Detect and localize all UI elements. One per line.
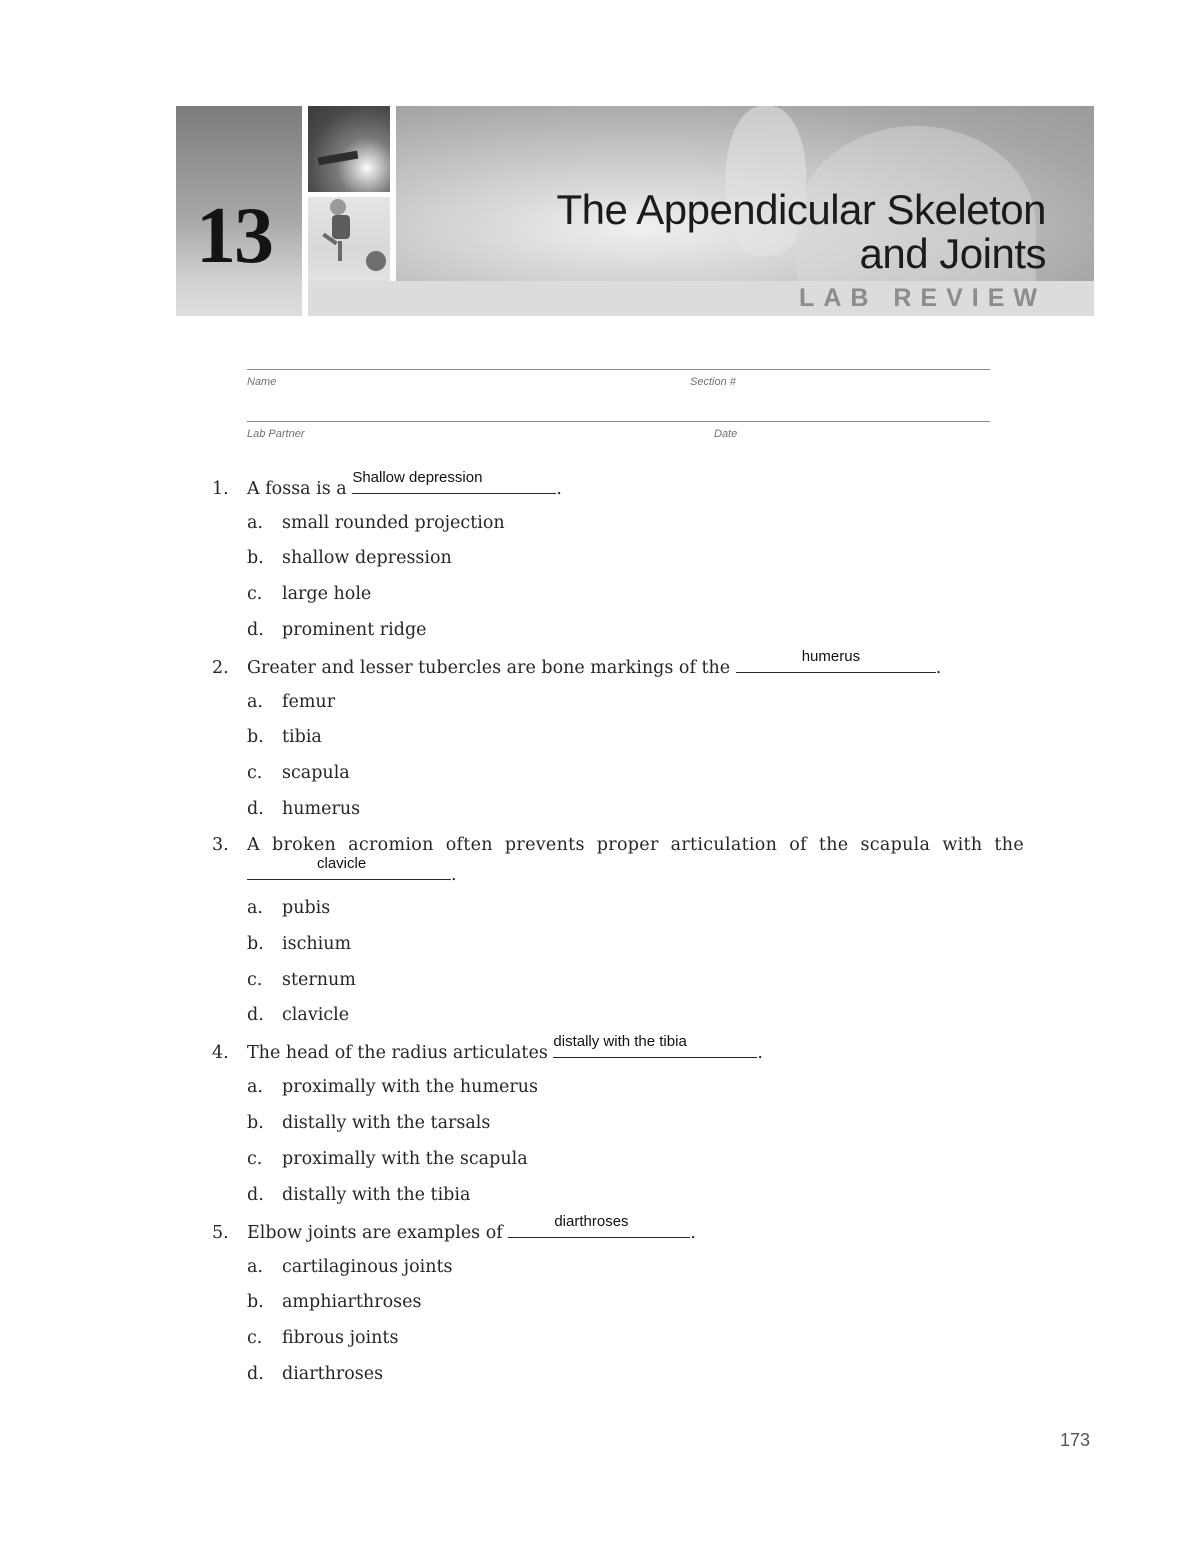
option-letter: d. [247, 799, 264, 819]
question-text: A fossa is a [247, 479, 347, 499]
option-5d [247, 1363, 383, 1385]
option-5a [247, 1256, 453, 1278]
option-letter: b. [247, 548, 264, 568]
option-letter: c. [247, 763, 263, 783]
answer-text: distally with the tibia [553, 1033, 687, 1050]
answer-blank[interactable] [247, 855, 451, 880]
option-4b [247, 1112, 490, 1134]
question-text: The head of the radius articulates [247, 1043, 548, 1063]
question-text: Greater and lesser tubercles are bone markings of the [247, 658, 731, 678]
date-label: Date [714, 428, 738, 440]
question-number: 4. [212, 1043, 229, 1063]
option-2a [247, 691, 335, 713]
answer-blank[interactable] [352, 469, 556, 494]
soccer-ball-icon [366, 251, 386, 271]
option-4d [247, 1184, 470, 1206]
option-2b [247, 726, 322, 748]
option-text: pubis [282, 898, 331, 918]
option-text: ischium [282, 934, 352, 954]
photo-detail [332, 215, 350, 239]
chapter-title [556, 188, 1046, 276]
answer-text: Shallow depression [352, 469, 483, 486]
question-text: Elbow joints are examples of [247, 1223, 503, 1243]
option-letter: c. [247, 1328, 263, 1348]
question-3 [212, 834, 1024, 886]
option-text: femur [282, 692, 336, 712]
question-number: 3. [212, 835, 229, 855]
option-letter: d. [247, 620, 264, 640]
option-letter: b. [247, 1292, 264, 1312]
option-2d [247, 798, 360, 820]
child-soccer-photo [308, 197, 390, 281]
question-4 [212, 1033, 763, 1064]
option-letter: c. [247, 584, 263, 604]
chapter-title-line1: The Appendicular Skeleton [556, 186, 1046, 233]
punctuation: . [556, 479, 562, 499]
option-5c [247, 1327, 398, 1349]
question-number: 5. [212, 1223, 229, 1243]
chapter-title-line2: and Joints [859, 230, 1046, 277]
photo-detail [338, 241, 342, 261]
option-3c [247, 969, 356, 991]
option-text: sternum [282, 970, 356, 990]
question-text: A broken acromion often prevents proper articulation of the scapula with the [247, 835, 1024, 855]
option-text: tibia [282, 727, 322, 747]
punctuation: . [690, 1223, 696, 1243]
option-3a [247, 897, 330, 919]
photo-detail [318, 151, 359, 166]
title-banner [396, 106, 1094, 281]
option-text: small rounded projection [282, 513, 505, 533]
option-text: fibrous joints [282, 1328, 399, 1348]
punctuation: . [757, 1043, 763, 1063]
page-number: 173 [1060, 1430, 1091, 1450]
answer-blank[interactable] [736, 648, 936, 673]
question-2 [212, 648, 942, 679]
option-text: proximally with the scapula [282, 1149, 528, 1169]
name-section-line[interactable] [247, 369, 990, 370]
option-letter: b. [247, 727, 264, 747]
lab-partner-label: Lab Partner [247, 428, 305, 440]
option-letter: c. [247, 970, 263, 990]
question-number: 1. [212, 479, 229, 499]
option-text: prominent ridge [282, 620, 427, 640]
option-text: shallow depression [282, 548, 452, 568]
question-number: 2. [212, 658, 229, 678]
option-3d [247, 1004, 349, 1026]
option-1d [247, 619, 427, 641]
option-text: large hole [282, 584, 372, 604]
option-2c [247, 762, 350, 784]
answer-text: humerus [801, 648, 861, 665]
photo-detail [330, 199, 346, 215]
option-1c [247, 583, 371, 605]
chapter-number: 13 [196, 192, 272, 280]
punctuation: . [935, 658, 942, 678]
answer-text: diarthroses [554, 1213, 629, 1230]
option-text: cartilaginous joints [282, 1257, 453, 1277]
knee-joint-photo [308, 106, 390, 192]
answer-blank[interactable] [508, 1213, 690, 1238]
option-4a [247, 1076, 538, 1098]
option-text: scapula [282, 763, 350, 783]
option-text: proximally with the humerus [282, 1077, 539, 1097]
option-5b [247, 1291, 421, 1313]
option-letter: d. [247, 1005, 264, 1025]
option-text: clavicle [282, 1005, 350, 1025]
section-label: Section # [690, 376, 736, 388]
option-text: distally with the tarsals [282, 1113, 491, 1133]
option-letter: d. [247, 1364, 264, 1384]
option-3b [247, 933, 351, 955]
option-text: humerus [282, 799, 361, 819]
option-letter: a. [247, 1257, 263, 1277]
partner-date-line[interactable] [247, 421, 990, 422]
question-1 [212, 469, 562, 500]
option-text: diarthroses [282, 1364, 384, 1384]
question-5 [212, 1213, 696, 1244]
option-letter: d. [247, 1185, 264, 1205]
option-letter: a. [247, 513, 263, 533]
option-1b [247, 547, 452, 569]
option-letter: b. [247, 934, 264, 954]
punctuation: . [451, 865, 457, 885]
answer-text: clavicle [317, 855, 367, 872]
option-4c [247, 1148, 528, 1170]
option-1a [247, 512, 505, 534]
option-letter: a. [247, 1077, 263, 1097]
answer-blank[interactable] [553, 1033, 757, 1058]
option-letter: a. [247, 898, 263, 918]
option-letter: c. [247, 1149, 263, 1169]
option-text: amphiarthroses [282, 1292, 422, 1312]
name-label: Name [247, 376, 277, 388]
lab-review-label: LAB REVIEW [799, 284, 1046, 312]
option-text: distally with the tibia [282, 1185, 471, 1205]
option-letter: b. [247, 1113, 264, 1133]
lab-review-bar [308, 281, 1094, 316]
option-letter: a. [247, 692, 263, 712]
